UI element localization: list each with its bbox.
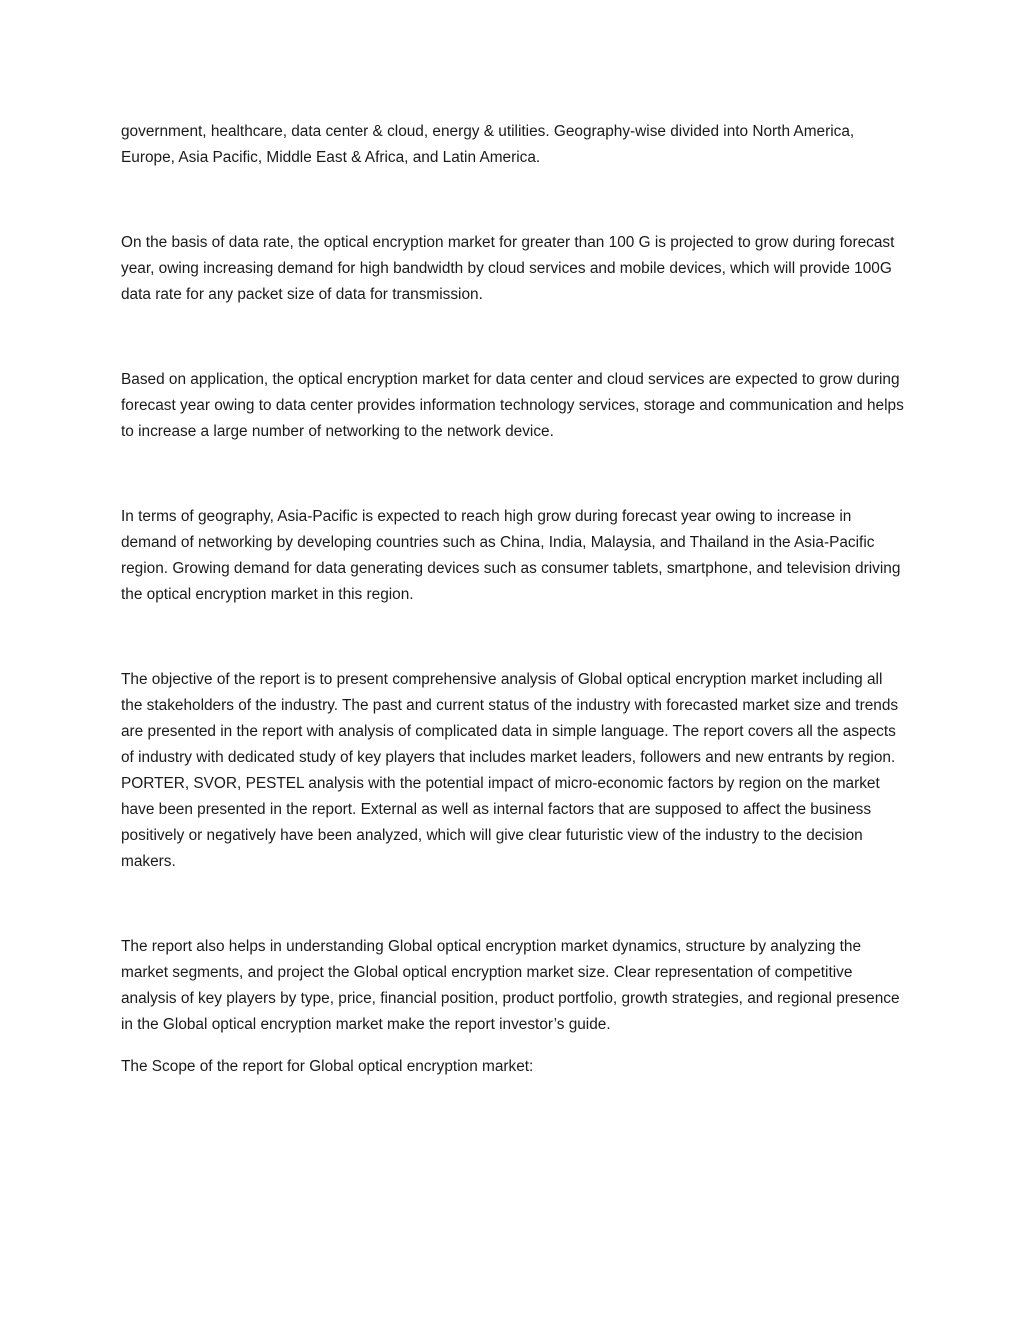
paragraph-segmentation-geography: government, healthcare, data center & cloud, energy & utilities. Geography-wise divided into North America, Europe, Asia Pacific, Middle East & Africa, and Latin America. (121, 123, 855, 166)
paragraph-data-rate: On the basis of data rate, the optical encryption market for greater than 100 G is projected to grow during forecast year, owing increasing demand for high bandwidth by cloud services and mobile devices, which will provide 100G data rate for any packet size of data for transmission. (121, 234, 895, 303)
paragraph-application: Based on application, the optical encryption market for data center and cloud services are expected to grow during forecast year owing to data center provides information technology services, storage and communication and helps to increase a large number of networking to the network device. (121, 371, 904, 440)
document-body (121, 119, 906, 1080)
paragraph-report-objective: The objective of the report is to present comprehensive analysis of Global optical encryption market including all the stakeholders of the industry. The past and current status of the industry with forecasted market size and trends are presented in the report with analysis of complicated data in simple language. The report covers all the aspects of industry with dedicated study of key players that includes market leaders, followers and new entrants by region. PORTER, SVOR, PESTEL analysis with the potential impact of micro-economic factors by region on the market have been presented in the report. External as well as internal factors that are supposed to affect the business positively or negatively have been analyzed, which will give clear futuristic view of the industry to the decision makers. (121, 671, 899, 870)
paragraph-geography: In terms of geography, Asia-Pacific is expected to reach high grow during forecast year owing to increase in demand of networking by developing countries such as China, India, Malaysia, and Thailand in the Asia-Pacific region. Growing demand for data generating devices such as consumer tablets, smartphone, and television driving the optical encryption market in this region. (121, 508, 901, 603)
paragraph-report-scope: The Scope of the report for Global optical encryption market: (121, 1058, 534, 1075)
paragraph-report-dynamics: The report also helps in understanding Global optical encryption market dynamics, structure by analyzing the market segments, and project the Global optical encryption market size. Clear representation of competitive analysis of key players by type, price, financial position, product portfolio, growth strategies, and regional presence in the Global optical encryption market make the report investor’s guide. (121, 938, 900, 1033)
